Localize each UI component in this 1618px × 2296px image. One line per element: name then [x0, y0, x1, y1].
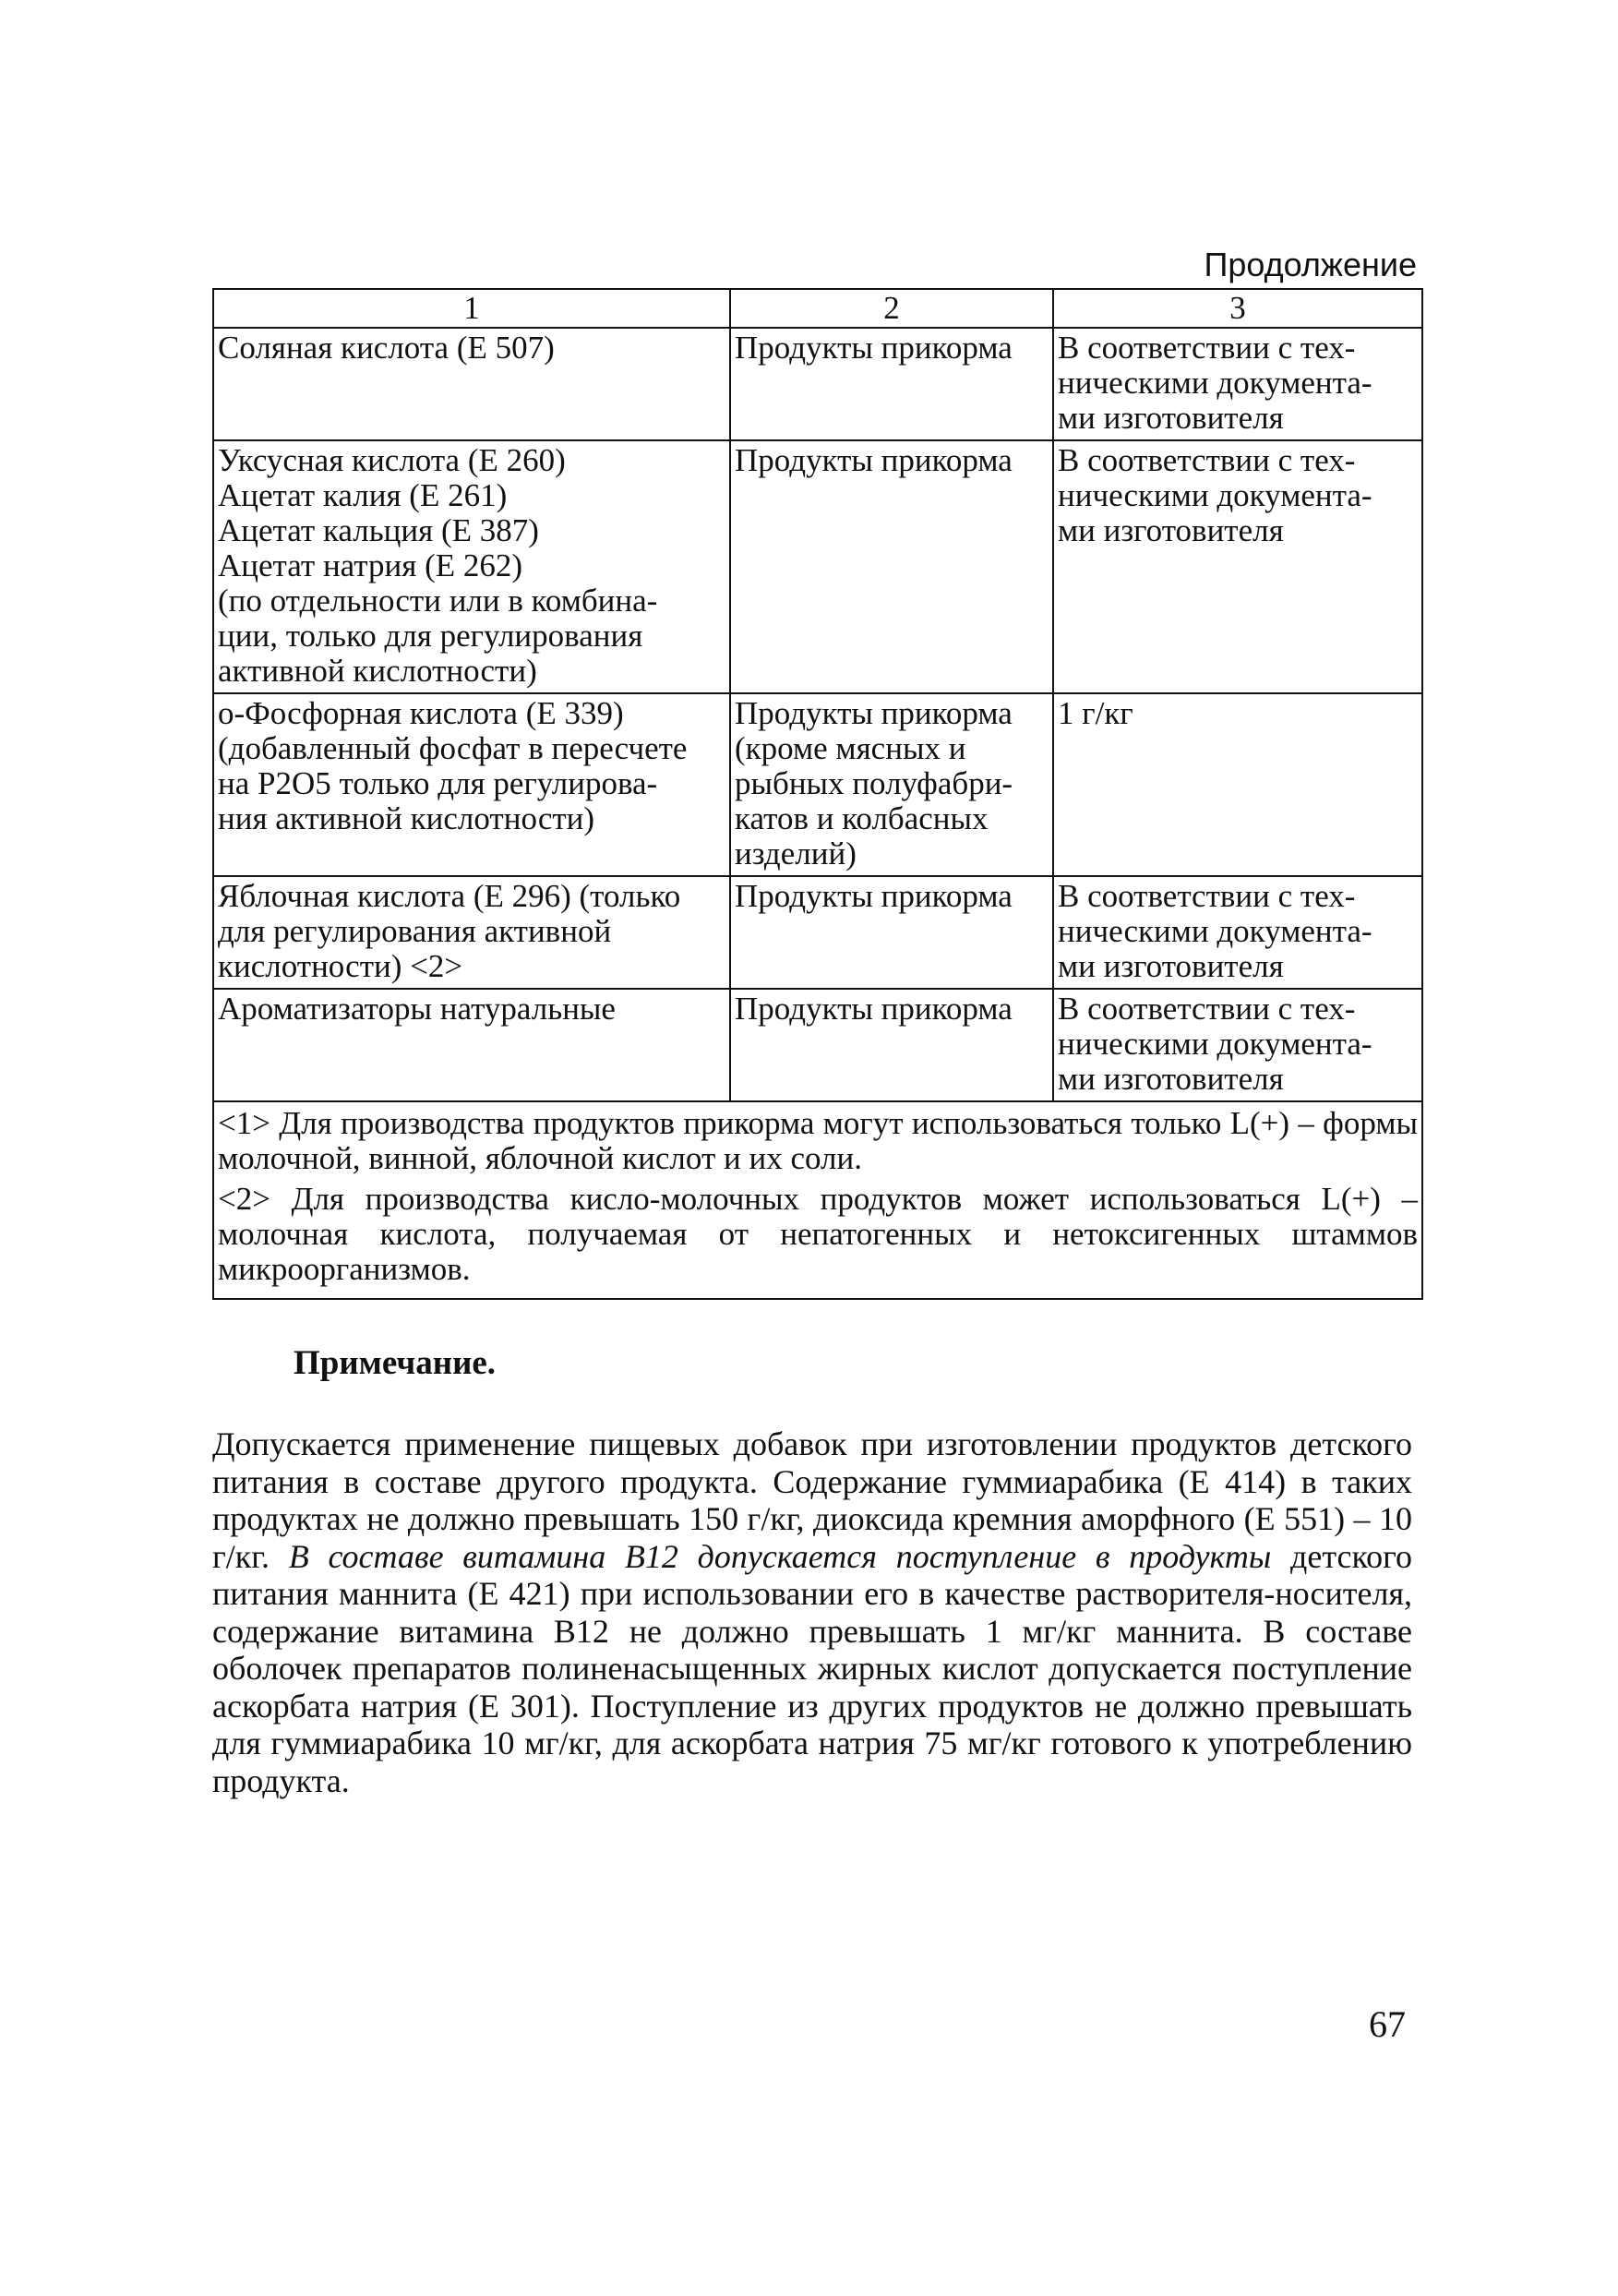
column-header-1: 1 [213, 289, 730, 328]
footnote-1: <1> Для производства продуктов прикорма могут использоваться только L(+) – формы молочной, винной, яблочной кислот и их соли. [218, 1105, 1418, 1176]
cell-line: ми изготовителя [1058, 512, 1284, 548]
cell-line: изделий) [735, 835, 857, 872]
cell-line: Яблочная кислота (Е 296) (только [218, 878, 681, 914]
note-paragraph [212, 1425, 1412, 1799]
cell-line: ническими документа- [1058, 1026, 1372, 1062]
cell-line: Ацетат натрия (Е 262) [218, 547, 523, 583]
cell-line: ническими документа- [1058, 477, 1372, 513]
product-cell [730, 876, 1053, 989]
cell-line: ми изготовителя [1058, 1061, 1284, 1097]
cell-line: Продукты прикорма [735, 695, 1013, 731]
level-cell [1053, 876, 1422, 989]
substance-cell [213, 693, 730, 876]
cell-line: для регулирования активной [218, 913, 612, 949]
substance-cell [213, 876, 730, 989]
cell-line: кислотности) <2> [218, 948, 463, 984]
table-row [213, 693, 1422, 876]
cell-line: ническими документа- [1058, 365, 1372, 401]
product-cell [730, 328, 1053, 440]
table-row [213, 328, 1422, 440]
cell-line: ции, только для регулирования [218, 618, 643, 654]
level-cell [1053, 693, 1422, 876]
substance-cell [213, 328, 730, 440]
cell-line: Уксусная кислота (Е 260) [218, 442, 566, 478]
cell-line: ническими документа- [1058, 913, 1372, 949]
table-row [213, 989, 1422, 1101]
footnotes-cell [213, 1101, 1422, 1299]
substance-cell [213, 440, 730, 693]
footnote-2: <2> Для производства кисло-молочных продуктов может использоваться L(+) – молочная кислота, получаемая от непатогенных и нетоксигенных штаммов микроорганизмов. [218, 1181, 1418, 1287]
substance-cell [213, 989, 730, 1101]
cell-line: Соляная кислота (Е 507) [218, 330, 555, 366]
note-text-part-3: детского питания маннита (Е 421) при использовании его в качестве растворителя-носителя, содержание витамина В12 не должно превышать 1 мг/кг маннита. В составе оболочек препаратов полиненасыщенных жирных кислот допускается поступление аскорбата натрия (Е 301). Поступление из других продуктов не должно превышать для гуммиарабика 10 мг/кг, для аскорбата натрия 75 мг/кг готового к употреблению продукта. [212, 1537, 1413, 1799]
product-cell [730, 693, 1053, 876]
cell-line: ми изготовителя [1058, 948, 1284, 984]
cell-line: В соответствии с тех- [1058, 442, 1356, 478]
level-cell [1053, 989, 1422, 1101]
product-cell [730, 989, 1053, 1101]
table-row [213, 440, 1422, 693]
cell-line: (кроме мясных и [735, 730, 966, 766]
cell-line: Ароматизаторы натуральные [218, 991, 616, 1027]
cell-line: Продукты прикорма [735, 442, 1013, 478]
cell-line: Ацетат калия (Е 261) [218, 477, 508, 513]
note-text-part-1: Допускается применение пищевых добавок при изготовлении продуктов детского питания в составе другого продукта. Содержание гуммиарабика (Е 414) в таких продуктах не должно превышать 150 г/кг, диоксида кремния аморфного (Е 551) – 10 г/кг. [212, 1425, 1412, 1575]
table-row [213, 876, 1422, 989]
cell-line: на Р2О5 только для регулирова- [218, 765, 658, 801]
cell-line: ния активной кислотности) [218, 800, 595, 836]
column-header-2: 2 [730, 289, 1053, 328]
continuation-label: Продолжение [1204, 246, 1417, 283]
cell-line: (по отдельности или в комбина- [218, 583, 658, 619]
product-cell [730, 440, 1053, 693]
cell-line: рыбных полуфабри- [735, 765, 1013, 801]
cell-line: активной кислотности) [218, 653, 537, 689]
cell-line: ми изготовителя [1058, 400, 1284, 436]
additives-table [212, 288, 1423, 1300]
cell-line: В соответствии с тех- [1058, 991, 1356, 1027]
cell-line: Продукты прикорма [735, 878, 1013, 914]
level-cell [1053, 328, 1422, 440]
column-header-3: 3 [1053, 289, 1422, 328]
cell-line: В соответствии с тех- [1058, 878, 1356, 914]
level-cell [1053, 440, 1422, 693]
note-heading: Примечание. [294, 1344, 497, 1382]
footnotes-row [213, 1101, 1422, 1299]
additives-table-container [212, 288, 1421, 1300]
cell-line: 1 г/кг [1058, 695, 1133, 731]
note-text-italic: В составе витамина В12 допускается поступление в продукты [288, 1537, 1272, 1575]
cell-line: Ацетат кальция (Е 387) [218, 512, 539, 548]
cell-line: В соответствии с тех- [1058, 330, 1356, 366]
cell-line: Продукты прикорма [735, 330, 1013, 366]
table-header-row [213, 289, 1422, 328]
cell-line: (добавленный фосфат в пересчете [218, 730, 688, 766]
cell-line: о-Фосфорная кислота (Е 339) [218, 695, 624, 731]
page-number: 67 [1369, 2003, 1406, 2045]
cell-line: Продукты прикорма [735, 991, 1013, 1027]
cell-line: катов и колбасных [735, 800, 989, 836]
